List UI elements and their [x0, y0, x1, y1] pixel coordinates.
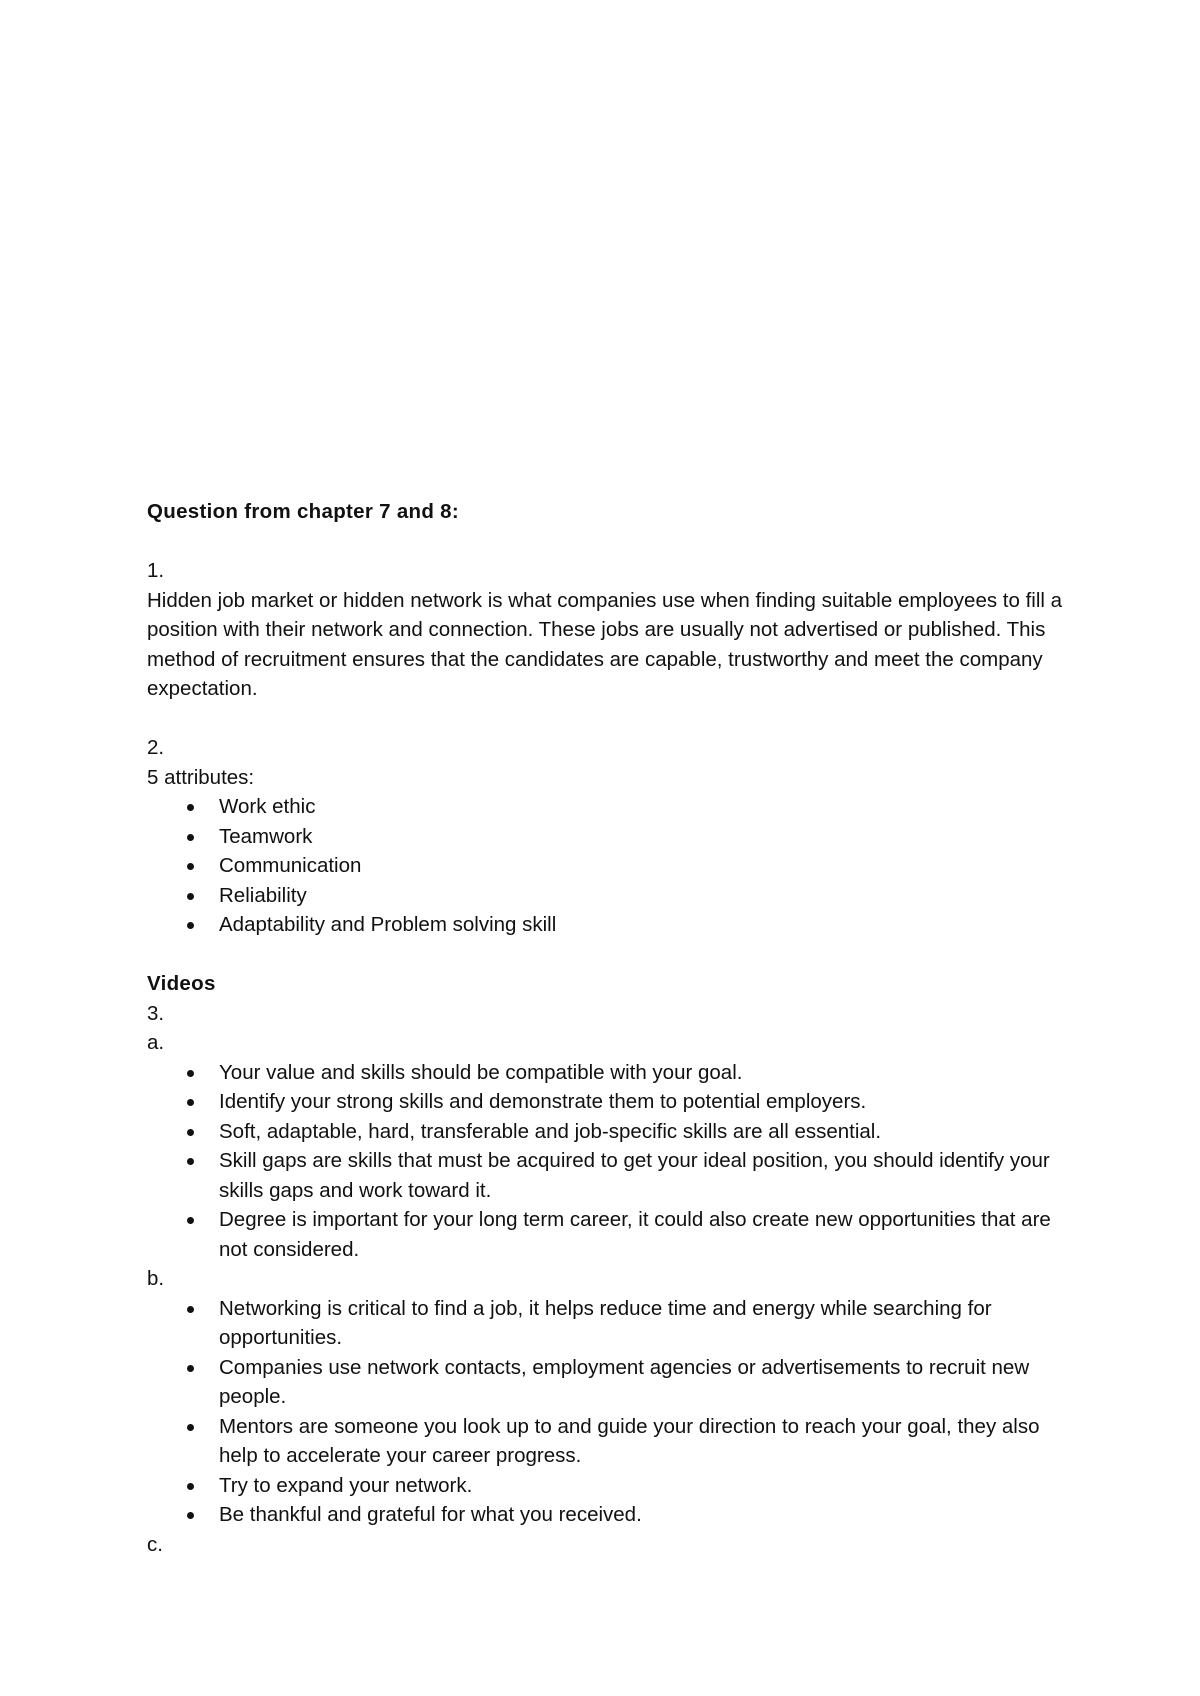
list-item-text: Networking is critical to find a job, it helps reduce time and energy while searching for opportunities. [219, 1296, 992, 1349]
list-item [219, 1500, 1067, 1530]
list-item [219, 1412, 1067, 1471]
list-item-text: Communication [219, 854, 362, 877]
list-item-text: Be thankful and grateful for what you received. [219, 1503, 642, 1526]
part-b-list [147, 1294, 1067, 1530]
list-item-text: Try to expand your network. [219, 1473, 473, 1497]
question-3-number: 3. [147, 1001, 165, 1025]
list-item [219, 1205, 1067, 1264]
bullet-icon [187, 1365, 194, 1372]
bullet-icon [187, 1483, 194, 1490]
list-item [219, 1294, 1067, 1353]
list-item-text: Soft, adaptable, hard, transferable and job-specific skills are all essential. [219, 1119, 882, 1143]
bullet-icon [187, 863, 194, 870]
question-1-number: 1. [147, 559, 165, 582]
bullet-icon [187, 1099, 194, 1106]
list-item [219, 822, 1067, 852]
list-item-text: Reliability [219, 883, 307, 907]
bullet-icon [187, 1070, 194, 1077]
bullet-icon [187, 1424, 194, 1431]
question-2-intro: 5 attributes: [147, 765, 255, 789]
section-heading: Question from chapter 7 and 8: [147, 500, 459, 523]
list-item-text: Degree is important for your long term career, it could also create new opportunities that are not considered. [219, 1208, 1051, 1261]
part-a-list [147, 1058, 1067, 1265]
spacer [147, 940, 1067, 970]
question-1-answer: Hidden job market or hidden network is what companies use when finding suitable employees to fill a position with their network and connection. These jobs are usually not advertised or published. This method of recruitment ensures that the candidates are capable, trustworthy and meet the company expectation. [147, 588, 1063, 700]
list-item [219, 881, 1067, 911]
bullet-icon [187, 893, 194, 900]
bullet-icon [187, 1158, 194, 1165]
list-item [219, 1058, 1067, 1088]
spacer [147, 527, 1067, 557]
bullet-icon [187, 1512, 194, 1519]
list-item-text: Teamwork [219, 824, 313, 848]
part-a-label: a. [147, 1031, 165, 1054]
list-item [219, 910, 1067, 940]
list-item [219, 1117, 1067, 1147]
attributes-list [147, 792, 1067, 940]
videos-heading: Videos [147, 972, 216, 995]
list-item-text: Companies use network contacts, employment agencies or advertisements to recruit new people. [219, 1355, 1030, 1408]
bullet-icon [187, 922, 194, 929]
list-item-text: Skill gaps are skills that must be acquired to get your ideal position, you should identify your skills gaps and work toward it. [219, 1149, 1050, 1202]
bullet-icon [187, 834, 194, 841]
list-item-text: Adaptability and Problem solving skill [219, 913, 557, 936]
part-c-label: c. [147, 1532, 163, 1556]
bullet-icon [187, 1217, 194, 1224]
list-item [219, 1353, 1067, 1412]
list-item-text: Work ethic [219, 795, 316, 818]
spacer [147, 704, 1067, 734]
bullet-icon [187, 1129, 194, 1136]
question-2-number: 2. [147, 736, 165, 759]
list-item [219, 1087, 1067, 1117]
list-item [219, 792, 1067, 822]
part-b-label: b. [147, 1267, 165, 1290]
list-item [219, 851, 1067, 881]
document-body [147, 497, 1067, 1559]
bullet-icon [187, 1306, 194, 1313]
list-item-text: Your value and skills should be compatible with your goal. [219, 1060, 743, 1084]
bullet-icon [187, 804, 194, 811]
list-item-text: Mentors are someone you look up to and guide your direction to reach your goal, they also help to accelerate your career progress. [219, 1414, 1040, 1467]
list-item [219, 1471, 1067, 1501]
list-item-text: Identify your strong skills and demonstrate them to potential employers. [219, 1090, 867, 1113]
list-item [219, 1146, 1067, 1205]
